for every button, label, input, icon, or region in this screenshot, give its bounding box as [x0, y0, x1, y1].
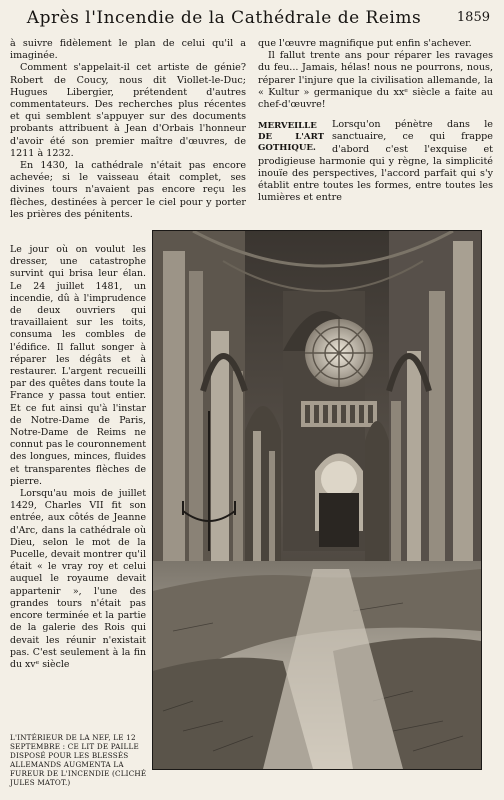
- section: [258, 119, 493, 204]
- page-number: 1859: [456, 10, 490, 25]
- paragraph: Lorsqu'au mois de juillet 1429, Charles VII fit son entrée, aux côtés de Jeanne d'Arc, dans la cathédrale où Dieu, selon le mot de la Pucelle, devait montrer qu'il était « le vray roy et celui auquel le royaume devait appartenir », l'une des grandes tours n'était pas encore terminée et la partie de la galerie des Rois qui devait les réunir n'existait pas. C'est seulement à la fin du xvᵉ siècle: [10, 488, 146, 670]
- section-heading: MERVEILLE DE L'ART GOTHIQUE.: [258, 121, 324, 154]
- paragraph: En 1430, la cathédrale n'était pas encore achevée; si le vaisseau était complet, ses divines tours n'avaient pas encore reçu les flèches, destinées à percer le ciel pour y porter les prières des pénitents.: [10, 160, 246, 220]
- cathedral-nave-photo: [152, 230, 482, 770]
- paragraph: à suivre fidèlement le plan de celui qu'il a imaginée.: [10, 38, 246, 62]
- paragraph: que l'œuvre magnifique put enfin s'achever.: [258, 38, 472, 49]
- right-column: [258, 38, 493, 205]
- photo-caption: L'INTÉRIEUR DE LA NEF, LE 12 SEPTEMBRE : CE LIT DE PAILLE DISPOSÉ POUR LES BLESSÉS ALLEMANDS AUGMENTA LA FUREUR DE L'INCENDIE (CLICHÉ JULES MATOT.): [10, 733, 147, 787]
- page-header: [0, 8, 504, 36]
- left-column: [10, 38, 246, 221]
- paragraph: Le jour où on voulut les dresser, une catastrophe survint qui brisa leur élan. Le 24 juillet 1481, un incendie, dû à l'imprudence de deux ouvriers qui travaillaient sur les toits, consuma les combles de l'édifice. Il fallut songer à réparer les dégâts et à restaurer. L'argent recueilli par des quêtes dans toute la France y passa tout entier. Et ce fut ainsi qu'à l'instar de Notre-Dame de Paris, Notre-Dame de Reims ne connut pas le couronnement des longues, minces, fluides et transparentes flèches de pierre.: [10, 244, 146, 487]
- paragraph: Il fallut trente ans pour réparer les ravages du feu... Jamais, hélas! nous ne pourrons, nous, réparer l'injure que la civilisation allemande, la « Kultur » germanique du xxᵉ siècle a faite au chef-d'œuvre!: [258, 50, 493, 111]
- section-text: Lorsqu'on pénètre dans le sanctuaire, ce qui frappe d'abord c'est l'exquise et prodigieuse harmonie qui y règne, la simplicité inouïe des perspectives, l'accord parfait qui s'y établit entre toutes les formes, entre toutes les lumières et entre: [258, 119, 493, 204]
- nave-illustration: [153, 231, 481, 769]
- narrow-column: [10, 244, 146, 671]
- paragraph: Comment s'appelait-il cet artiste de génie? Robert de Coucy, nous dit Viollet-le-Duc; Hugues Libergier, prétendent d'autres commentateurs. Des recherches plus récentes et qui semblent s'appuyer sur des documents probants attribuent à Jean d'Orbais l'honneur d'avoir été son premier maître d'œuvres, de 1211 à 1232.: [10, 62, 246, 159]
- page-title: Après l'Incendie de la Cathédrale de Reims: [26, 8, 422, 28]
